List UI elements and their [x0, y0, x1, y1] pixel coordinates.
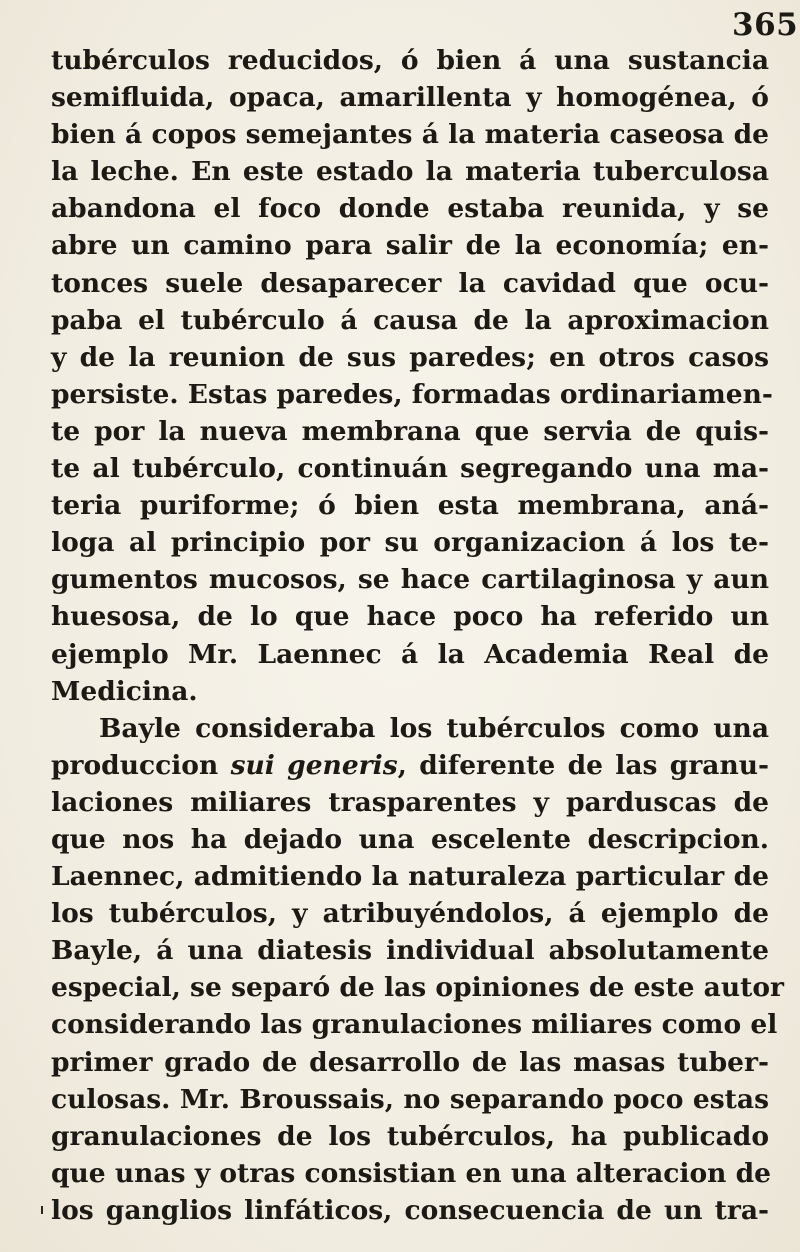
text-line: primer grado de desarrollo de las masas tuber-: [51, 1046, 769, 1078]
text-line: que unas y otras consistian en una alteracion de: [51, 1157, 772, 1189]
text-line-paragraph-end: Medicina.: [51, 675, 198, 707]
text-line: tubérculos reducidos, ó bien á una sustancia: [51, 45, 769, 76]
page-edge-mark: [41, 1206, 43, 1214]
text-line: te al tubérculo, continuán segregando una ma-: [51, 453, 769, 485]
text-line: ejemplo Mr. Laennec á la Academia Real de: [51, 638, 769, 670]
text-line-with-italic: produccion sui generis, diferente de las granu-: [51, 749, 769, 781]
text-line: granulaciones de los tubérculos, ha publicado: [51, 1120, 769, 1152]
text-line: culosas. Mr. Broussais, no separando poco estas: [51, 1083, 769, 1115]
text-line: abandona el foco donde estaba reunida, y se: [51, 193, 769, 225]
text-line: abre un camino para salir de la economía; en-: [51, 230, 769, 262]
text-line-paragraph-start: Bayle consideraba los tubérculos como una: [99, 712, 769, 744]
text-line: Laennec, admitiendo la naturaleza particular de: [51, 861, 769, 893]
text-line: los tubérculos, y atribuyéndolos, á ejemplo de: [51, 898, 769, 930]
text-line: bien á copos semejantes á la materia caseosa de: [51, 119, 769, 151]
text-line: Bayle, á una diatesis individual absolutamente: [51, 935, 769, 967]
text-line: te por la nueva membrana que servia de quis-: [51, 415, 769, 447]
page-number: 365: [732, 7, 799, 43]
text-line: persiste. Estas paredes, formadas ordinariamen-: [51, 378, 773, 410]
text-line: paba el tubérculo á causa de la aproximacion: [51, 304, 769, 336]
text-line: gumentos mucosos, se hace cartilaginosa y aun: [51, 564, 769, 596]
text-line: especial, se separó de las opiniones de este autor: [51, 972, 784, 1004]
text-line: loga al principio por su organizacion á los te-: [51, 527, 769, 559]
body-text: [51, 42, 784, 1229]
text-line: considerando las granulaciones miliares como el: [51, 1009, 778, 1041]
italic-phrase: sui generis: [230, 749, 398, 781]
text-line: los ganglios linfáticos, consecuencia de un tra-: [51, 1194, 769, 1226]
text-line: huesosa, de lo que hace poco ha referido un: [51, 601, 769, 633]
text-line: semifluida, opaca, amarillenta y homogénea, ó: [51, 82, 769, 114]
text-line: laciones miliares trasparentes y parduscas de: [51, 786, 769, 818]
text-line: la leche. En este estado la materia tuberculosa: [51, 156, 769, 188]
text-line: tonces suele desaparecer la cavidad que ocu-: [51, 267, 769, 299]
text-line: que nos ha dejado una escelente descripcion.: [51, 823, 769, 855]
text-line: teria puriforme; ó bien esta membrana, aná-: [51, 490, 769, 522]
text-line: y de la reunion de sus paredes; en otros casos: [51, 341, 769, 373]
